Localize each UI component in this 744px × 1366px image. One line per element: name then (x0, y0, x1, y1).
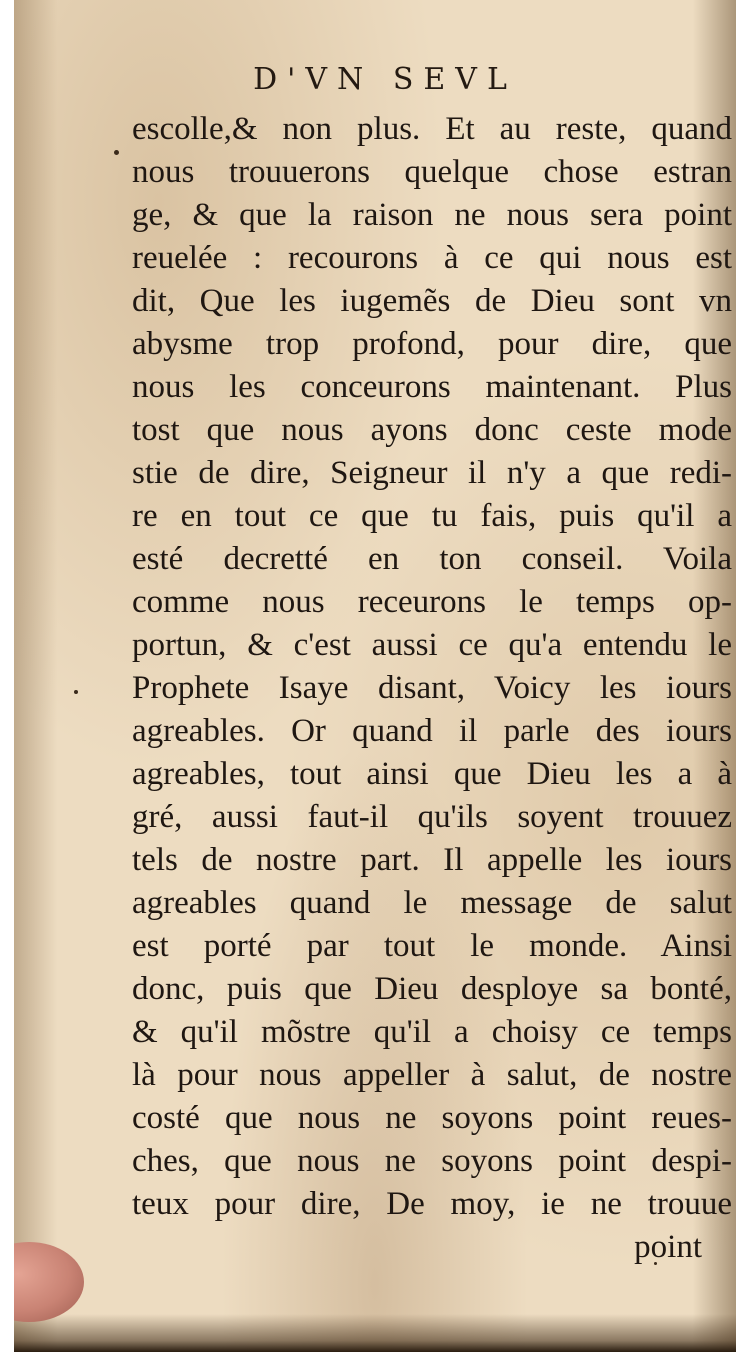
text-line: tels de nostre part. Il appelle les iours (132, 842, 732, 878)
running-head: D'VN SEVL (253, 62, 517, 97)
text-line: nous trouuerons quelque chose estran (132, 154, 732, 190)
book-page (14, 0, 736, 1352)
text-line: reuelée : recourons à ce qui nous est (132, 240, 732, 276)
text-line: là pour nous appeller à salut, de nostre (132, 1057, 732, 1093)
text-line: agreables. Or quand il parle des iours (132, 713, 732, 749)
text-line: Prophete Isaye disant, Voicy les iours (132, 670, 732, 706)
text-line: esté decretté en ton conseil. Voila (132, 541, 732, 577)
text-line: agreables, tout ainsi que Dieu les a à (132, 756, 732, 792)
ink-speck (74, 690, 78, 694)
text-line: tost que nous ayons donc ceste mode (132, 412, 732, 448)
text-line: comme nous receurons le temps op- (132, 584, 732, 620)
text-line: portun, & c'est aussi ce qu'a entendu le (132, 627, 732, 663)
text-line: & qu'il mõstre qu'il a choisy ce temps (132, 1014, 732, 1050)
text-line: est porté par tout le monde. Ainsi (132, 928, 732, 964)
text-line: ches, que nous ne soyons point despi- (132, 1143, 732, 1179)
text-line: teux pour dire, De moy, ie ne trouue (132, 1186, 732, 1222)
text-line: re en tout ce que tu fais, puis qu'il a (132, 498, 732, 534)
text-line: abysme trop profond, pour dire, que (132, 326, 732, 362)
page-bottom-shadow (14, 1314, 736, 1352)
body-text (132, 108, 732, 1269)
text-line: nous les conceurons maintenant. Plus (132, 369, 732, 405)
ink-speck (114, 150, 119, 155)
text-line: stie de dire, Seigneur il n'y a que redi- (132, 455, 732, 491)
text-line: costé que nous ne soyons point reues- (132, 1100, 732, 1136)
text-line: gré, aussi faut-il qu'ils soyent trouuez (132, 799, 732, 835)
text-line: dit, Que les iugemẽs de Dieu sont vn (132, 283, 732, 319)
catchword: point (634, 1229, 702, 1265)
text-line: agreables quand le message de salut (132, 885, 732, 921)
text-line: ge, & que la raison ne nous sera point (132, 197, 732, 233)
thumb (14, 1242, 84, 1322)
text-line: donc, puis que Dieu desploye sa bonté, (132, 971, 732, 1007)
text-line: escolle,& non plus. Et au reste, quand (132, 111, 732, 147)
